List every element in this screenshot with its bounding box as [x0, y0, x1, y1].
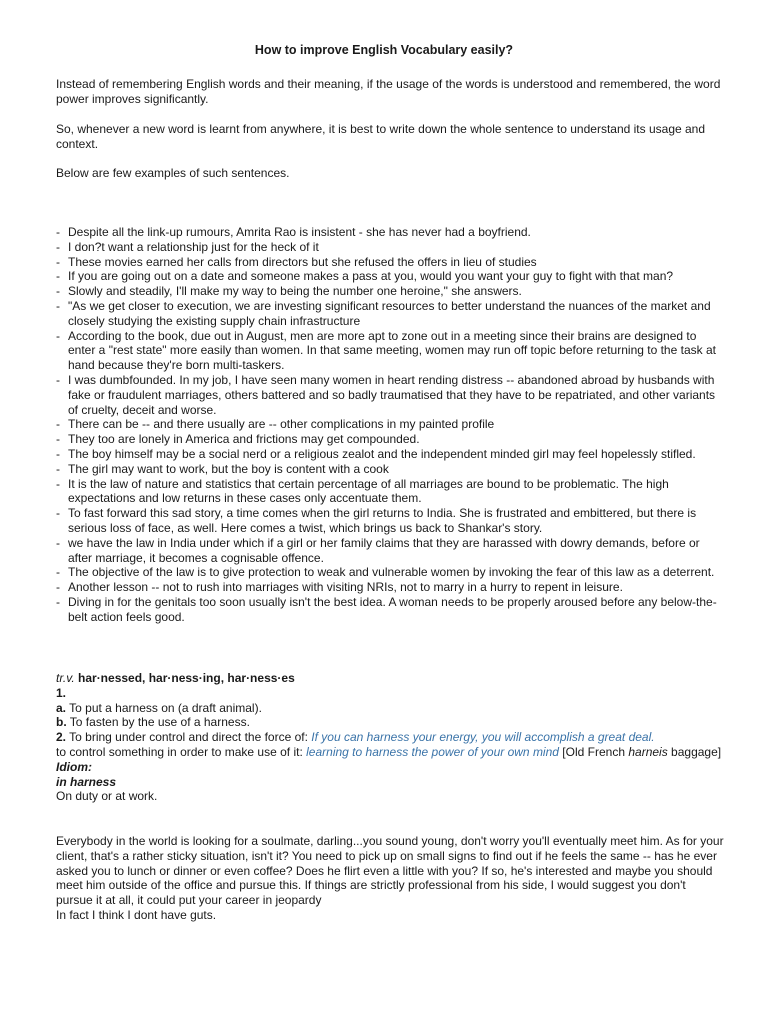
- sense-2: [56, 730, 724, 745]
- bullet-dash: -: [56, 239, 60, 254]
- idiom-phrase: in harness: [56, 774, 117, 789]
- example-text: I was dumbfounded. In my job, I have seen many women in heart rending distress -- abandoned abroad by husbands with fake or fraudulent marriages, others battered and so badly traumatised that they have to be repatriated, and other variants of cruelty, deceit and worse.: [68, 372, 716, 417]
- example-text: The girl may want to work, but the boy is content with a cook: [68, 461, 389, 476]
- example-text: Slowly and steadily, I'll make my way to being the number one heroine," she answers.: [68, 284, 522, 299]
- dictionary-definition: [56, 671, 724, 804]
- example-sentence: [56, 255, 724, 270]
- sense-3: [56, 745, 724, 760]
- bullet-dash: -: [56, 461, 60, 476]
- example-sentence: [56, 240, 724, 255]
- page-title: How to improve English Vocabulary easily?: [254, 43, 514, 57]
- example-text: If you are going out on a date and someone makes a pass at you, would you want your guy to fight with that man?: [68, 269, 674, 284]
- sense-label: 2.: [56, 730, 67, 745]
- sense-1b: [56, 715, 724, 730]
- bullet-dash: -: [56, 269, 60, 284]
- bullet-dash: -: [56, 580, 60, 595]
- example-sentence: [56, 417, 724, 432]
- definition-header: [56, 671, 724, 686]
- example-text: Another lesson -- not to rush into marriages with visiting NRIs, not to marry in a hurry to repent in leisure.: [68, 580, 623, 595]
- example-sentence: [56, 447, 724, 462]
- bullet-dash: -: [56, 535, 60, 550]
- sense-text: To bring under control and direct the force of:: [69, 730, 308, 745]
- example-sentence: [56, 565, 724, 580]
- sense-text: To fasten by the use of a harness.: [69, 715, 250, 730]
- bullet-dash: -: [56, 254, 60, 269]
- intro-paragraph: So, whenever a new word is learnt from anywhere, it is best to write down the whole sentence to understand its usage and context.: [56, 122, 706, 151]
- example-sentence: [56, 225, 724, 240]
- sense-text: To put a harness on (a draft animal).: [69, 700, 262, 715]
- idiom-label: Idiom:: [56, 759, 92, 774]
- part-of-speech: tr.v.: [56, 671, 75, 685]
- example-text: They too are lonely in America and frictions may get compounded.: [68, 432, 420, 447]
- idiom-meaning: On duty or at work.: [56, 789, 158, 804]
- bullet-dash: -: [56, 565, 60, 580]
- example-text: I don?t want a relationship just for the heck of it: [68, 239, 319, 254]
- example-text: Despite all the link-up rumours, Amrita Rao is insistent - she has never had a boyfriend.: [68, 225, 531, 239]
- example-sentence: [56, 462, 724, 477]
- etymology: [Old French: [562, 744, 625, 759]
- example-text: According to the book, due out in August, men are more apt to zone out in a meeting since their brains are designed to enter a "rest state" more easily than women. In that same meeting, women may run off topic before returning to the task at hand because they're born multi-taskers.: [68, 328, 716, 373]
- sense-number: 1.: [56, 685, 67, 700]
- bullet-dash: -: [56, 225, 60, 239]
- example-text: To fast forward this sad story, a time comes when the girl returns to India. She is frustrated and embittered, but there is serious loss of face, as well. Here comes a twist, which brings us back to Shankar's story.: [68, 506, 697, 535]
- example-text: we have the law in India under which if a girl or her family claims that they are harassed with dowry demands, before or after marriage, it becomes a cognisable offence.: [68, 535, 700, 565]
- example-text: These movies earned her calls from directors but she refused the offers in lieu of studies: [68, 254, 537, 269]
- etymology-meaning: baggage]: [671, 744, 722, 759]
- closing-line: In fact I think I dont have guts.: [56, 908, 217, 922]
- bullet-dash: -: [56, 594, 60, 609]
- example-text: The boy himself may be a social nerd or a religious zealot and the independent minded girl may feel hopelessly stifled.: [68, 446, 696, 461]
- example-text: The objective of the law is to give protection to weak and vulnerable women by invoking the fear of this law as a deterrent.: [68, 565, 715, 580]
- example-sentence: [56, 595, 724, 625]
- intro-paragraph: Below are few examples of such sentences.: [56, 166, 290, 180]
- sense-label: a.: [56, 700, 67, 715]
- usage-example: If you can harness your energy, you will accomplish a great deal.: [311, 730, 655, 745]
- example-sentence: [56, 329, 724, 373]
- intro-paragraph: Instead of remembering English words and their meaning, if the usage of the words is understood and remembered, the word power improves significantly.: [56, 77, 721, 106]
- bullet-dash: -: [56, 446, 60, 461]
- usage-example: learning to harness the power of your own mind: [306, 744, 559, 759]
- example-sentence: [56, 269, 724, 284]
- bullet-dash: -: [56, 506, 60, 521]
- bullet-dash: -: [56, 476, 60, 491]
- bullet-dash: -: [56, 417, 60, 432]
- example-sentence: [56, 580, 724, 595]
- example-sentence: [56, 536, 724, 566]
- bullet-dash: -: [56, 372, 60, 387]
- sense-label: b.: [56, 715, 67, 730]
- closing-paragraph: Everybody in the world is looking for a soulmate, darling...you sound young, don't worry you'll eventually meet him. As for your client, that's a rather sticky situation, isn't it? You need to pick up on small signs to find out if he feels the same -- has he ever asked you to lunch or dinner or even coffee? Does he flirt even a little with you? If so, he's interested and maybe you should meet him outside of the office and pursue this. If things are strictly professional from his side, I would suggest you don't pursue it at all, it could put your career in jeopardy: [56, 834, 724, 908]
- bullet-dash: -: [56, 328, 60, 343]
- example-sentence: [56, 373, 724, 417]
- example-text: Diving in for the genitals too soon usually isn't the best idea. A woman needs to be properly aroused before any below-the-belt action feels good.: [68, 594, 717, 624]
- bullet-dash: -: [56, 284, 60, 299]
- etymology-word: harneis: [628, 744, 668, 759]
- example-text: "As we get closer to execution, we are investing significant resources to better understand the nuances of the market and closely studying the existing supply chain infrastructure: [68, 298, 711, 328]
- example-text: There can be -- and there usually are -- other complications in my painted profile: [68, 417, 495, 432]
- example-sentence: [56, 284, 724, 299]
- word-forms: har·nessed, har·ness·ing, har·ness·es: [78, 671, 295, 685]
- sense-1a: [56, 701, 724, 716]
- bullet-dash: -: [56, 298, 60, 313]
- example-sentence: [56, 299, 724, 329]
- example-sentence: [56, 477, 724, 507]
- sense-text: to control something in order to make use of it:: [56, 744, 303, 759]
- example-text: It is the law of nature and statistics that certain percentage of all marriages are bound to be problematic. The high expectations and low returns in these cases only accentuate them.: [68, 476, 669, 506]
- example-sentence-list: [56, 225, 724, 625]
- bullet-dash: -: [56, 432, 60, 447]
- example-sentence: [56, 432, 724, 447]
- example-sentence: [56, 506, 724, 536]
